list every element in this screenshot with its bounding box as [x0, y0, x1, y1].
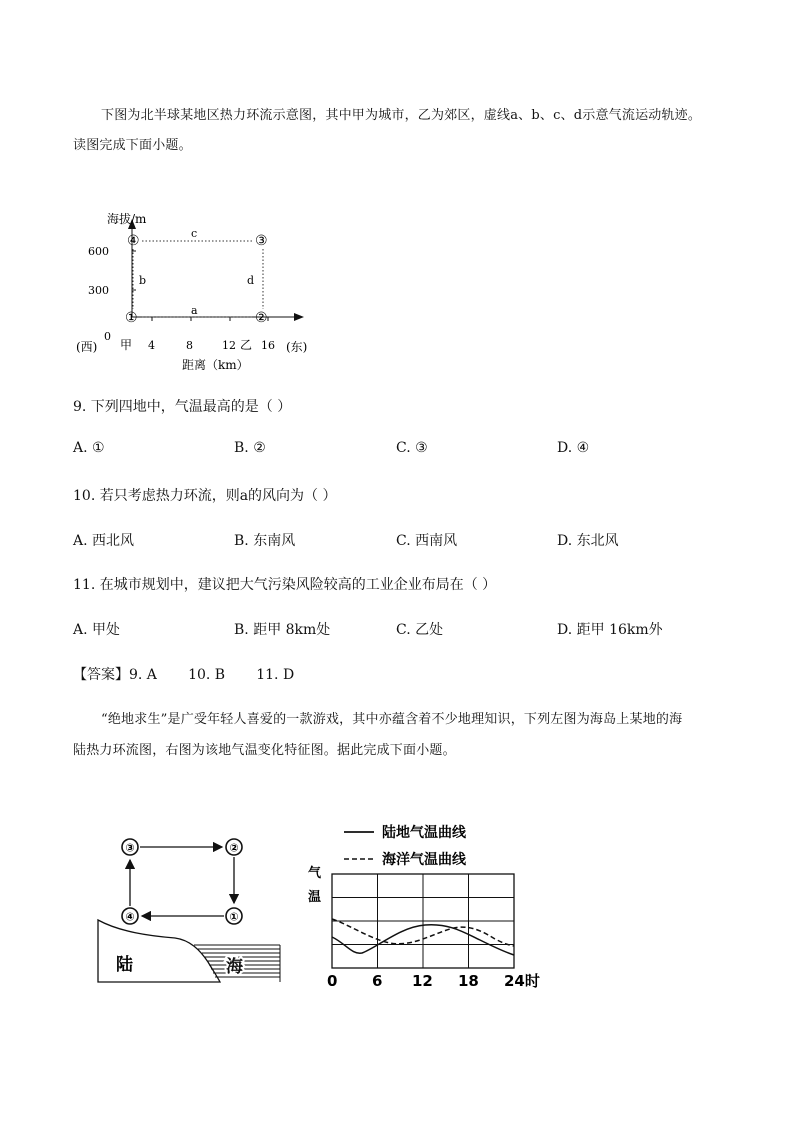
answer-text: 9. A 10. B 11. D	[129, 667, 295, 683]
x-axis-arrow	[294, 313, 304, 321]
point-3: ③	[255, 233, 268, 249]
q10-option-d[interactable]: D. 东北风	[557, 533, 619, 549]
x-tick-18: 18	[458, 972, 479, 990]
x-tick-24: 24时	[504, 972, 540, 990]
q9-option-d[interactable]: D. ④	[557, 440, 590, 456]
label-b: b	[139, 274, 147, 287]
point-4: ④	[127, 233, 140, 249]
q10-option-c[interactable]: C. 西南风	[396, 533, 458, 549]
q10-option-b[interactable]: B. 东南风	[234, 533, 296, 549]
legend-sea-label: 海洋气温曲线	[382, 852, 466, 868]
answer-line	[73, 664, 294, 684]
q10-option-a[interactable]: A. 西北风	[73, 533, 135, 549]
yi-label: 乙	[240, 338, 253, 352]
question-11-stem: 11. 在城市规划中，建议把大气污染风险较高的工业企业布局在（ ）	[73, 577, 497, 593]
sea-land-circulation-figure	[90, 830, 290, 990]
land-label: 陆	[116, 955, 133, 975]
intro2-line1: “绝地求生”是广受年轻人喜爱的一款游戏，其中亦蕴含着不少地理知识，下列左图为海岛上某地的海	[101, 712, 683, 727]
y-axis-label: 海拔/m	[107, 212, 147, 226]
label-a: a	[191, 304, 198, 317]
q11-option-b[interactable]: B. 距甲 8km处	[234, 622, 331, 638]
x-east-label: (东)	[286, 340, 308, 354]
jia-label: 甲	[120, 338, 133, 352]
question-10-stem: 10. 若只考虑热力环流，则a的风向为（ ）	[73, 488, 337, 504]
q9-option-c[interactable]: C. ③	[396, 440, 428, 456]
fig2-point-2: ②	[229, 841, 239, 855]
fig2-point-3: ③	[125, 841, 135, 855]
x-west-label: (西)	[76, 340, 98, 354]
y-tick-600: 600	[88, 245, 109, 258]
fig2-point-1: ①	[229, 910, 239, 924]
q11-option-d[interactable]: D. 距甲 16km外	[557, 622, 663, 638]
point-2: ②	[255, 310, 268, 326]
x-tick-4: 4	[148, 339, 155, 352]
y-tick-0: 0	[104, 330, 111, 343]
x-tick-12: 12	[222, 339, 236, 352]
x-tick-12: 12	[412, 972, 433, 990]
fig2-point-4: ④	[125, 910, 135, 924]
label-c: c	[191, 227, 198, 240]
q11-option-c[interactable]: C. 乙处	[396, 622, 444, 638]
legend-land-label: 陆地气温曲线	[382, 825, 466, 841]
answer-label: 【答案】	[73, 667, 129, 683]
x-tick-0: 0	[327, 972, 338, 990]
intro1-line1: 下图为北半球某地区热力环流示意图，其中甲为城市，乙为郊区，虚线a、b、c、d示意气流运动轨迹。	[101, 108, 702, 123]
y-label-qi: 气	[308, 866, 322, 881]
q9-option-a[interactable]: A. ①	[73, 440, 105, 456]
intro2-line2: 陆热力环流图，右图为该地气温变化特征图。据此完成下面小题。	[73, 743, 456, 758]
x-tick-6: 6	[372, 972, 383, 990]
label-d: d	[247, 274, 255, 287]
x-axis-label: 距离（km）	[182, 358, 249, 372]
y-tick-300: 300	[88, 284, 109, 297]
y-label-wen: 温	[308, 890, 322, 905]
q9-option-b[interactable]: B. ②	[234, 440, 266, 456]
question-9-stem: 9. 下列四地中，气温最高的是（ ）	[73, 399, 292, 415]
temperature-curve-figure	[300, 815, 560, 995]
point-1: ①	[125, 310, 138, 326]
x-tick-8: 8	[186, 339, 193, 352]
thermal-circulation-figure	[70, 205, 330, 375]
q11-option-a[interactable]: A. 甲处	[73, 622, 121, 638]
sea-label: 海	[226, 957, 243, 977]
intro1-line2: 读图完成下面小题。	[73, 138, 192, 153]
x-tick-16: 16	[261, 339, 275, 352]
